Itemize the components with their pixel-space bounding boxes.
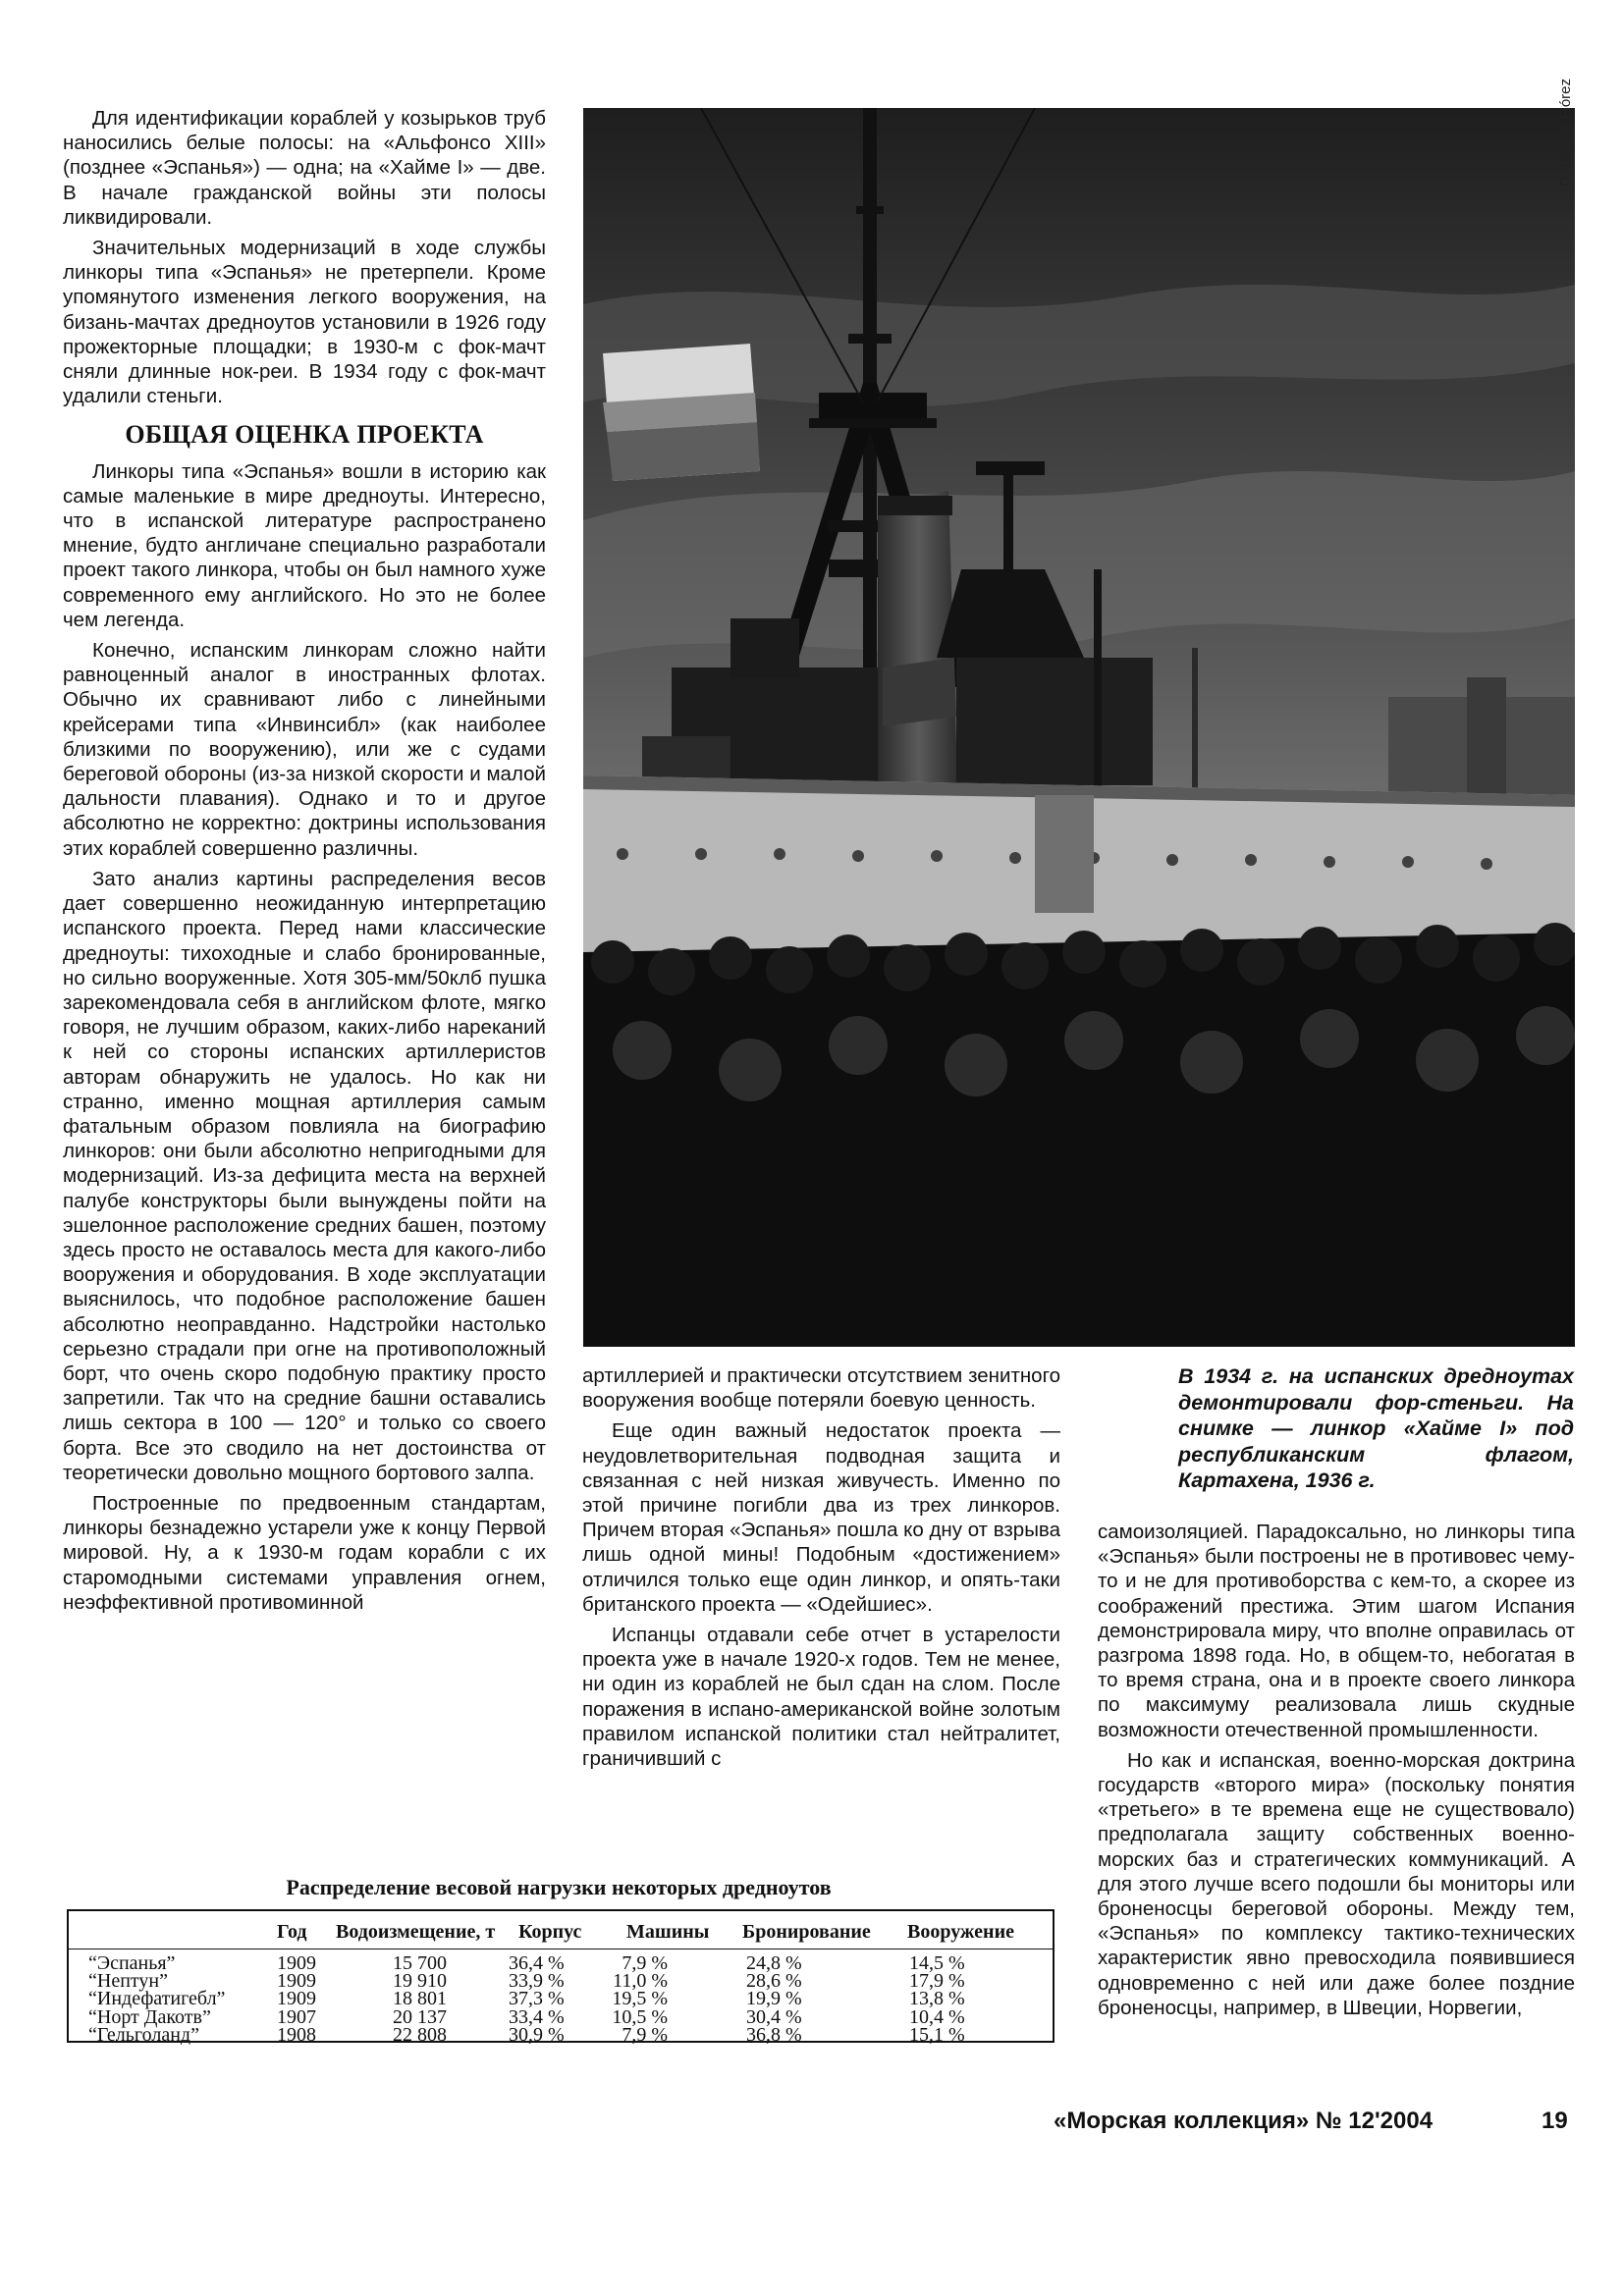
column-header: Бронирование [742, 1921, 871, 1943]
armor-cell: 24,8 % [746, 1952, 802, 1974]
year-cell: 1909 [277, 1970, 316, 1993]
displacement-cell: 20 137 [393, 2005, 447, 2028]
hull-cell: 33,4 % [509, 2005, 565, 2028]
year-cell: 1908 [277, 2023, 316, 2046]
year-cell: 1907 [277, 2005, 316, 2028]
armor-cell: 36,8 % [746, 2023, 802, 2046]
photo-caption: В 1934 г. на испанских дредноутах демонтировали фор-стеньги. На снимке — линкор «Хайме I» под республиканским флагом, Картахена, 1936 г. [1178, 1364, 1574, 1492]
paragraph: Значительных модернизаций в ходе службы линкоры типа «Эспанья» не претерпели. Кроме упомянутого изменения легкого вооружения, на бизань-мачтах дредноутов установили в 1926 году прожекторные площадки; в 1930-м с фок-мачт сняли длинные нок-реи. В 1934 году с фок-мачт удалили стеньги. [63, 237, 546, 408]
displacement-cell: 22 808 [393, 2023, 447, 2046]
paragraph: Испанцы отдавали себе отчет в устарелости проекта уже в начале 1920-х годов. Тем не менее, ни один из кораблей не был сдан на слом. После поражения в испано-американской войне золотым правилом испанской политики стал нейтралитет, граничивший с [582, 1624, 1060, 1771]
table-header-row [69, 1921, 1053, 1945]
displacement-cell: 18 801 [393, 1988, 447, 2010]
ship-name: “Индефатигебл” [88, 1988, 226, 2010]
weight-distribution-table [67, 1909, 1055, 2046]
journal-footer: «Морская коллекция» № 12'2004 [1054, 2108, 1434, 2134]
table-title: Распределение весовой нагрузки некоторых дредноутов [286, 1875, 832, 1899]
paragraph: Для идентификации кораблей у козырьков труб наносились белые полосы: на «Альфонсо XIII» (позднее «Эспанья») — одна; на «Хайме I» — две. В начале гражданской войны эти полосы ликвидировали. [63, 107, 546, 229]
paragraph: Построенные по предвоенным стандартам, линкоры безнадежно устарели уже к концу Первой мировой. Ну, а к 1930-м годам корабли с их старомодными системами управления огнем, неэффективной противоминной [63, 1491, 546, 1614]
column-header: Год [277, 1921, 307, 1943]
armament-cell: 17,9 % [909, 1970, 965, 1993]
right-text-column [1098, 1520, 1575, 2020]
armament-cell: 15,1 % [909, 2023, 965, 2046]
battleship-photo [583, 108, 1575, 1347]
hull-cell: 30,9 % [509, 2023, 565, 2046]
column-header: Вооружение [907, 1921, 1014, 1943]
armor-cell: 19,9 % [746, 1988, 802, 2010]
paragraph: Но как и испанская, военно-морская доктрина государств «второго мира» (поскольку понятия «третьего» в те времена еще не существовало) предполагала защиту собственных военно-морских баз и стратегических коммуникаций. А для этого лучше всего подошли бы мониторы или броненосцы береговой обороны. Между тем, «Эспанья» по комплексу тактико-технических характеристик явно превосходила появившиеся одновременно с ней или даже более поздние броненосцы, например, в Швеции, Норвегии, [1098, 1748, 1575, 2019]
ship-name: “Эспанья” [88, 1952, 176, 1974]
armor-cell: 30,4 % [746, 2005, 802, 2028]
paragraph: Еще один важный недостаток проекта — неудовлетворительная подводная защита и связанная с ней низкая живучесть. Именно по этой причине погибли два из трех линкоров. Причем вторая «Эспанья» пошла ко дну от взрыва лишь одной мины! Подобным «достижением» отличился только еще один линкор, и опять-таки британского проекта — «Одейшиес». [582, 1419, 1060, 1616]
paragraph: артиллерией и практически отсутствием зенитного вооружения вообще потеряли боевую ценность. [582, 1364, 1060, 1413]
machinery-cell: 7,9 % [622, 1952, 668, 1974]
armament-cell: 13,8 % [909, 1988, 965, 2010]
armor-cell: 28,6 % [746, 1970, 802, 1993]
column-header: Водоизмещение, т [336, 1921, 496, 1943]
paragraph: самоизоляцией. Парадоксально, но линкоры типа «Эспанья» были построены не в противовес чему-то и не для противоборства с кем-то, а скорее из соображений престижа. Этим шагом Испания демонстрировала миру, что вполне оправилась от разгрома 1898 года. Но, в общем-то, небогатая в то время страна, она и в проекте своего линкора по максимуму реализовала лишь скудные возможности отечественной промышленности. [1098, 1521, 1575, 1741]
year-cell: 1909 [277, 1952, 316, 1974]
section-heading: ОБЩАЯ ОЦЕНКА ПРОЕКТА [125, 420, 484, 450]
hull-cell: 37,3 % [509, 1988, 565, 2010]
armament-cell: 14,5 % [909, 1952, 965, 1974]
paragraph: Зато анализ картины распределения весов дает совершенно неожиданную интерпретацию испанского проекта. Перед нами классические дредноуты: тихоходные и слабо бронированные, но сильно вооруженные. Хотя 305-мм/50клб пушка зарекомендовала себя в английском флоте, мягко говоря, не лучшим образом, каких-либо нареканий к ней со стороны испанских артиллеристов авторам обнаружить не удалось. Но как ни странно, именно мощная артиллерия самым фатальным образом повлияла на биографию линкоров: они были абсолютно непригодными для модернизаций. Из-за дефицита места на верхней палубе конструкторы были вынуждены пойти на эшелонное расположение средних башен, поэтому здесь просто не оставалось места для какого-либо вооружения и оборудования. В ходе эксплуатации выяснилось, что подобное расположение башен абсолютно неоправданно. Надстройки настолько серьезно страдали при огне на противоположный борт, что очень скоро подобную практику просто запретили. Так что на средние башни оставались лишь сектора в 100 — 120° и только со своего борта. Все это сводило на нет достоинства от теоретически довольно мощного бортового залпа. [63, 867, 546, 1484]
hull-cell: 36,4 % [509, 1952, 565, 1974]
column-header: Машины [626, 1921, 710, 1943]
ship-name: “Норт Дакотв” [88, 2005, 211, 2028]
column-header: Корпус [518, 1921, 582, 1943]
ship-name: “Гельголанд” [88, 2023, 199, 2046]
machinery-cell: 19,5 % [612, 1988, 668, 2010]
paragraph: Конечно, испанским линкорам сложно найти равноценный аналог в иностранных флотах. Обычно их сравнивают либо с линейными крейсерами типа «Инвинсибл» (как наиболее близкими по вооружению), или же с судами береговой обороны (из-за низкой скорости и малой дальности плавания). Однако и то и другое абсолютно не корректно: доктрины использования этих кораблей совершенно различны. [63, 639, 546, 860]
machinery-cell: 10,5 % [612, 2005, 668, 2028]
middle-text-column [582, 1363, 1060, 1771]
ship-name: “Нептун” [88, 1970, 168, 1993]
armament-cell: 10,4 % [909, 2005, 965, 2028]
year-cell: 1909 [277, 1988, 316, 2010]
displacement-cell: 19 910 [393, 1970, 447, 1993]
photo-credit: D. García Flórez [1557, 78, 1574, 187]
left-text-column [63, 106, 546, 1615]
displacement-cell: 15 700 [393, 1952, 447, 1974]
machinery-cell: 7,9 % [622, 2023, 668, 2046]
table-row [69, 2024, 1053, 2048]
page-number: 19 [1542, 2108, 1568, 2134]
hull-cell: 33,9 % [509, 1970, 565, 1993]
machinery-cell: 11,0 % [613, 1970, 668, 1993]
paragraph: Линкоры типа «Эспанья» вошли в историю как самые маленькие в мире дредноуты. Интересно, что в испанской литературе распространено мнение, будто англичане специально разработали проект такого линкора, чтобы он был намного хуже современного ему английского. Но это не более чем легенда. [63, 459, 546, 631]
